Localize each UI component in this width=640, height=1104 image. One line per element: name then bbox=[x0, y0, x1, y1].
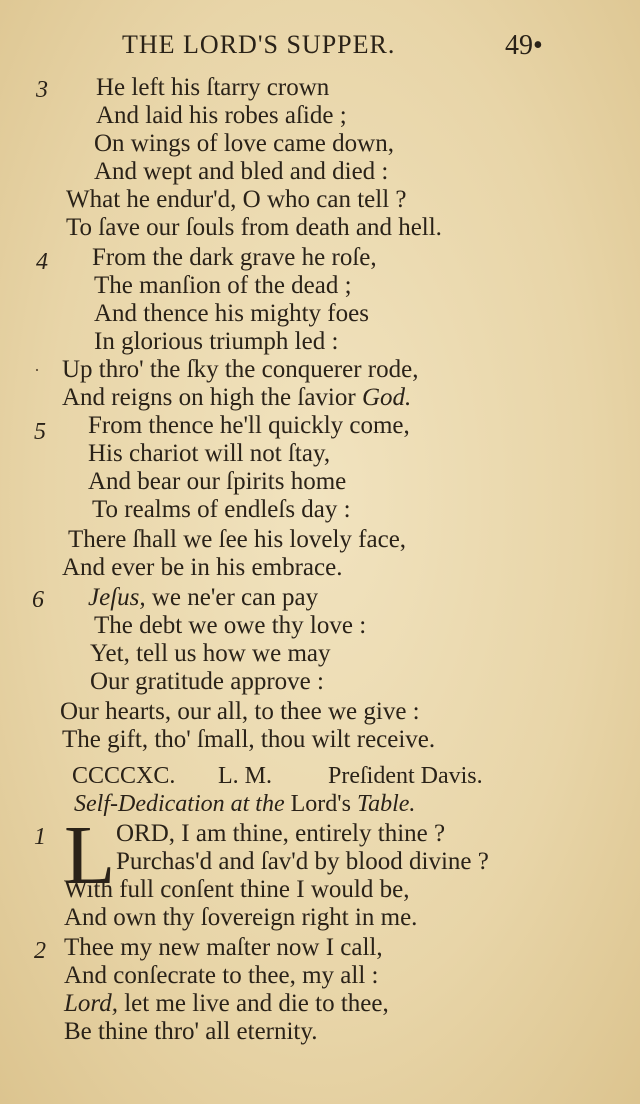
running-head: THE LORD'S SUPPER. bbox=[122, 30, 396, 59]
stanza-number: 6 bbox=[32, 587, 44, 613]
stanza-number: 4 bbox=[36, 249, 48, 275]
printer-mark: · bbox=[34, 360, 40, 380]
verse-line: ORD, I am thine, entirely thine ? bbox=[116, 820, 446, 847]
verse-line: And conſecrate to thee, my all : bbox=[64, 962, 379, 989]
verse-line: What he endur'd, O who can tell ? bbox=[66, 186, 407, 213]
verse-line: And ever be in his embrace. bbox=[62, 554, 343, 581]
stanza-number: 5 bbox=[34, 419, 46, 445]
verse-line: Thee my new maſter now I call, bbox=[64, 934, 383, 961]
verse-line: The debt we owe thy love : bbox=[94, 612, 367, 639]
verse-line: The manſion of the dead ; bbox=[94, 272, 352, 299]
hymn-heading bbox=[72, 763, 502, 793]
verse-line: Our hearts, our all, to thee we give : bbox=[60, 698, 420, 725]
verse-line: With full conſent thine I would be, bbox=[64, 876, 410, 903]
stanza-number: 1 bbox=[34, 824, 46, 850]
verse-line: Up thro' the ſky the conquerer rode, bbox=[62, 356, 419, 383]
stanza-number: 2 bbox=[34, 938, 46, 964]
hymn-author: Preſident Davis. bbox=[328, 763, 483, 789]
drop-cap: L bbox=[64, 809, 116, 902]
verse-line: And own thy ſovereign right in me. bbox=[64, 904, 418, 931]
verse-line: Yet, tell us how we may bbox=[90, 640, 331, 667]
verse-line: From thence he'll quickly come, bbox=[88, 412, 410, 439]
stanza-number: 3 bbox=[36, 77, 48, 103]
verse-line: Jeſus, we ne'er can pay bbox=[88, 584, 319, 611]
verse-line: Our gratitude approve : bbox=[90, 668, 324, 695]
verse-line: From the dark grave he roſe, bbox=[92, 244, 377, 271]
verse-line: The gift, tho' ſmall, thou wilt receive. bbox=[62, 726, 436, 753]
verse-line: And wept and bled and died : bbox=[94, 158, 389, 185]
verse-line: And bear our ſpirits home bbox=[88, 468, 347, 495]
verse-line: And laid his robes aſide ; bbox=[96, 102, 347, 129]
verse-line: And thence his mighty foes bbox=[94, 300, 369, 327]
verse-line: On wings of love came down, bbox=[94, 130, 394, 157]
verse-line: And reigns on high the ſavior God. bbox=[62, 384, 412, 411]
verse-line: There ſhall we ſee his lovely face, bbox=[68, 526, 407, 553]
verse-line: Be thine thro' all eternity. bbox=[64, 1018, 318, 1045]
verse-line: In glorious triumph led : bbox=[94, 328, 339, 355]
subtitle-roman: Lord's bbox=[290, 791, 351, 817]
page-header bbox=[0, 30, 640, 66]
subtitle-italic: Self-Dedication at the bbox=[74, 791, 285, 817]
verse-line: Lord, let me live and die to thee, bbox=[64, 990, 389, 1017]
verse-line: To realms of endleſs day : bbox=[92, 496, 351, 523]
page-number: 49• bbox=[505, 30, 543, 61]
hymn-meter: L. M. bbox=[218, 763, 272, 789]
hymn-subtitle bbox=[74, 791, 415, 818]
subtitle-italic: Table. bbox=[356, 791, 416, 817]
hymn-number: CCCCXC. bbox=[72, 763, 176, 789]
verse-line: His chariot will not ſtay, bbox=[88, 440, 331, 467]
verse-line: Purchas'd and ſav'd by blood divine ? bbox=[116, 848, 489, 875]
verse-line: To ſave our ſouls from death and hell. bbox=[66, 214, 442, 241]
verse-line: He left his ſtarry crown bbox=[96, 74, 330, 101]
